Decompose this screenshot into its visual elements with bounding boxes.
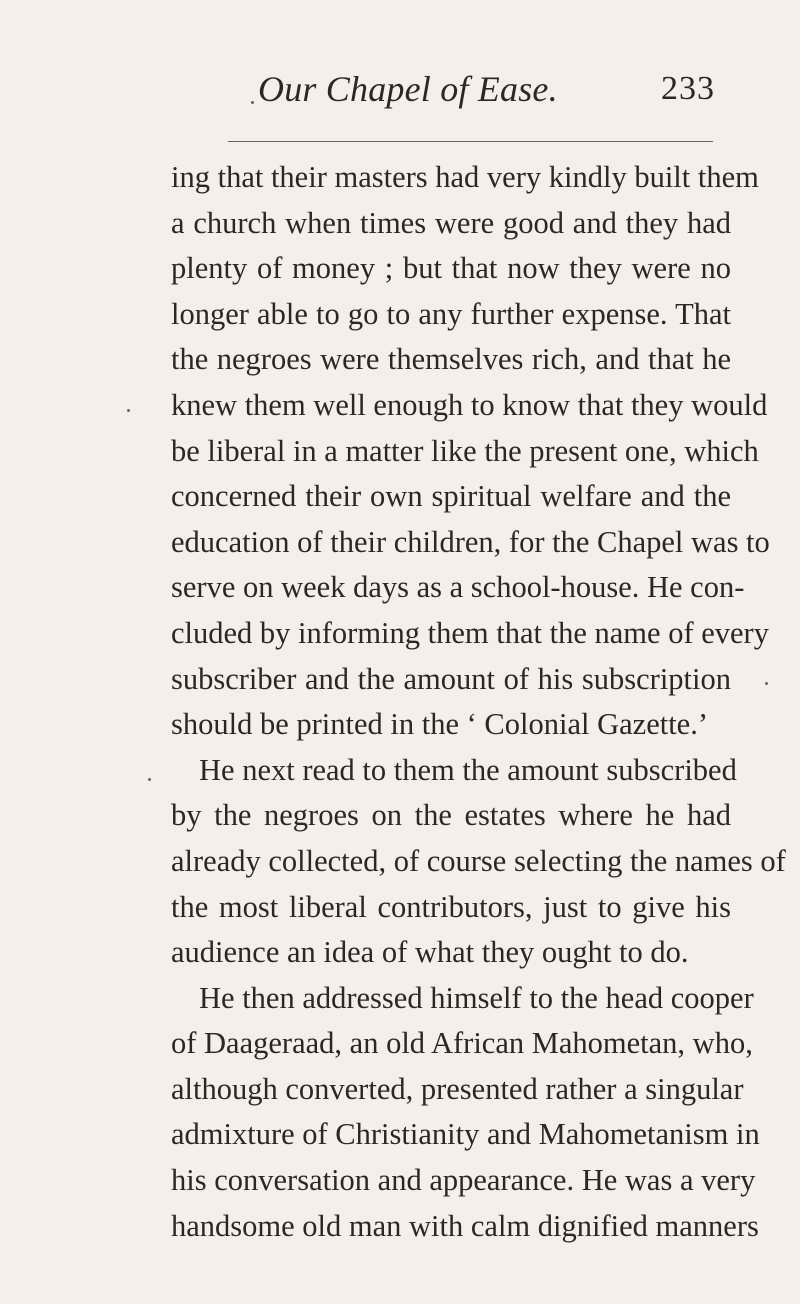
- text-line: by the negroes on the estates where he had: [171, 798, 731, 833]
- text-line: of Daageraad, an old African Mahometan, who,: [171, 1026, 753, 1061]
- text-line: concerned their own spiritual welfare and the: [171, 479, 731, 514]
- text-line: ing that their masters had very kindly built them: [171, 160, 759, 194]
- text-line: subscriber and the amount of his subscription: [171, 661, 731, 696]
- body-text: [171, 155, 786, 1249]
- text-line: should be printed in the ‘ Colonial Gazette.’: [171, 707, 708, 742]
- text-line: a church when times were good and they had: [171, 205, 731, 240]
- text-line: knew them well enough to know that they would: [171, 387, 768, 422]
- text-line: cluded by informing them that the name of every: [171, 615, 769, 650]
- text-line: longer able to go to any further expense. That: [171, 296, 731, 331]
- running-head: Our Chapel of Ease.: [258, 69, 558, 109]
- text-line: plenty of money ; but that now they were no: [171, 251, 731, 286]
- text-line: He next read to them the amount subscribed: [199, 752, 737, 787]
- text-line: his conversation and appearance. He was a very: [171, 1163, 756, 1198]
- text-line: already collected, of course selecting the names of: [171, 843, 786, 878]
- text-line: serve on week days as a school-house. He con-: [171, 570, 745, 605]
- text-line: the negroes were themselves rich, and that he: [171, 342, 731, 377]
- page-speck: [765, 682, 768, 685]
- text-line: He then addressed himself to the head cooper: [199, 980, 754, 1015]
- text-line: be liberal in a matter like the present one, which: [171, 433, 759, 468]
- text-line: audience an idea of what they ought to do.: [171, 935, 689, 970]
- text-line: education of their children, for the Chapel was to: [171, 524, 770, 559]
- page-number: 233: [661, 70, 715, 107]
- page-speck: [148, 778, 151, 781]
- page-speck: [127, 409, 130, 412]
- page-speck: [251, 101, 254, 104]
- text-line: handsome old man with calm dignified manners: [171, 1208, 759, 1243]
- text-line: admixture of Christianity and Mahometanism in: [171, 1117, 760, 1152]
- text-line: the most liberal contributors, just to give his: [171, 889, 731, 924]
- header-rule: [228, 141, 713, 142]
- text-line: although converted, presented rather a singular: [171, 1071, 744, 1106]
